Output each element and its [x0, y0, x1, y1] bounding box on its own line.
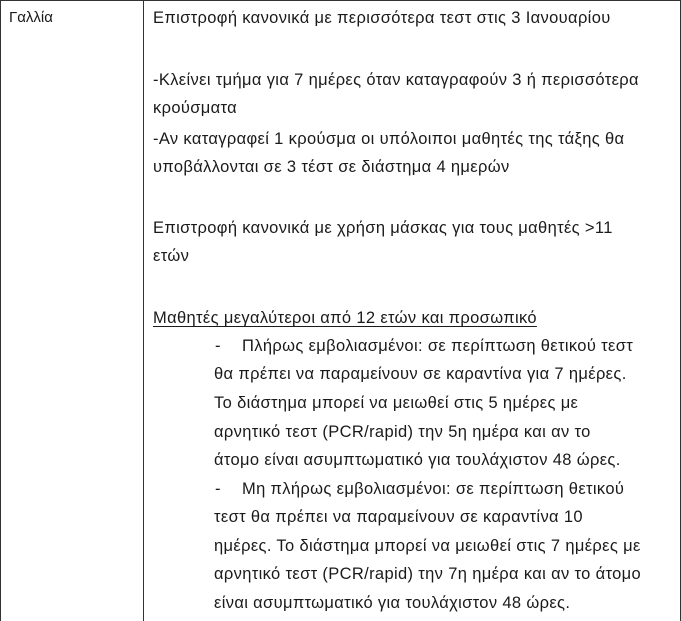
table-border-left — [0, 0, 1, 621]
unvaccinated-line: είναι ασυμπτωματικό για τουλάχιστον 48 ώρες. — [214, 594, 571, 612]
column-divider — [143, 0, 144, 621]
vaccinated-line: Πλήρως εμβολιασμένοι: σε περίπτωση θετικού τεστ — [242, 337, 634, 355]
unvaccinated-line: τεστ θα πρέπει να παραμείνουν σε καραντίνα 10 — [214, 508, 583, 526]
rule-line: κρούσματα — [153, 99, 238, 117]
bullet-dash: - — [215, 480, 221, 498]
bullet-dash: - — [215, 337, 221, 355]
section-heading: Μαθητές μεγαλύτεροι από 12 ετών και προσωπικό — [153, 309, 537, 327]
vaccinated-line: θα πρέπει να παραμείνουν σε καραντίνα για 7 ημέρες. — [214, 365, 627, 383]
vaccinated-line: αρνητικό τεστ (PCR/rapid) την 5η ημέρα και αν το — [214, 423, 591, 441]
country-cell: Γαλλία — [9, 9, 53, 26]
table-border-top — [0, 0, 681, 1]
unvaccinated-line: Μη πλήρως εμβολιασμένοι: σε περίπτωση θετικού — [242, 480, 625, 498]
mask-line: ετών — [153, 247, 190, 265]
rule-line: υποβάλλονται σε 3 τέστ σε διάστημα 4 ημερών — [153, 158, 510, 176]
vaccinated-line: Το διάστημα μπορεί να μειωθεί στις 5 ημέρες με — [214, 394, 579, 412]
vaccinated-line: άτομο είναι ασυμπτωματικό για τουλάχιστον 48 ώρες. — [214, 451, 621, 469]
mask-line: Επιστροφή κανονικά με χρήση μάσκας για τους μαθητές >11 — [153, 219, 613, 237]
intro-text: Επιστροφή κανονικά με περισσότερα τεστ στις 3 Ιανουαρίου — [153, 9, 611, 27]
rule-line: -Αν καταγραφεί 1 κρούσμα οι υπόλοιποι μαθητές της τάξης θα — [153, 130, 625, 148]
unvaccinated-line: αρνητικό τεστ (PCR/rapid) την 7η ημέρα και αν το άτομο — [214, 565, 642, 583]
rule-line: -Κλείνει τμήμα για 7 ημέρες όταν καταγραφούν 3 ή περισσότερα — [153, 71, 639, 89]
unvaccinated-line: ημέρες. Το διάστημα μπορεί να μειωθεί στις 7 ημέρες με — [214, 537, 641, 555]
